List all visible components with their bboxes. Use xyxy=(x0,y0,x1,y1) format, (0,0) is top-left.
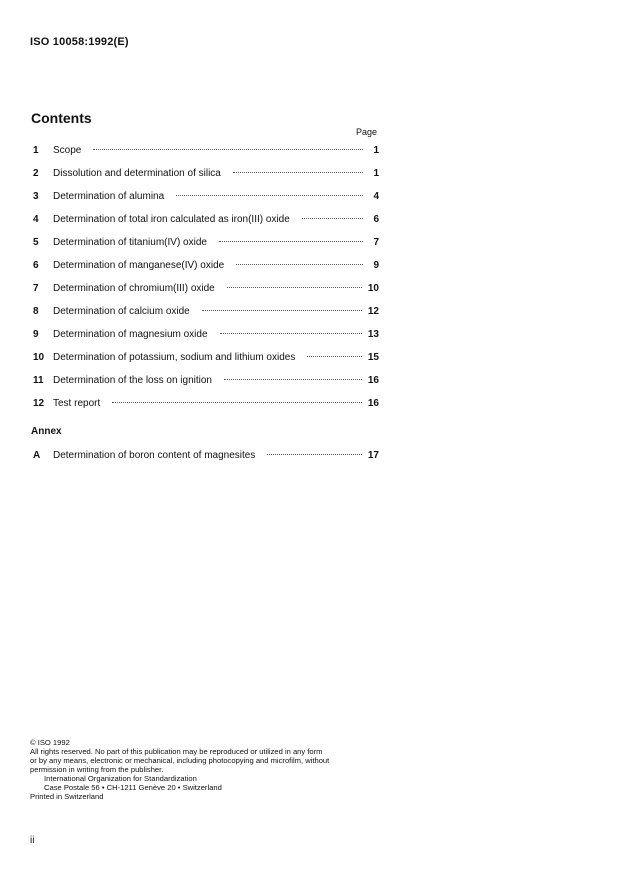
dot-leader xyxy=(176,195,363,196)
toc-item-page: 12 xyxy=(367,306,379,317)
annex-item[interactable] xyxy=(33,450,379,473)
toc-item[interactable] xyxy=(33,398,379,421)
dot-leader xyxy=(220,333,362,334)
page-column-label: Page xyxy=(356,127,378,137)
annex-item-letter: A xyxy=(33,450,41,461)
toc-item-title: Determination of potassium, sodium and lithium oxides xyxy=(53,352,296,363)
dot-leader xyxy=(202,310,362,311)
organization-address: Case Postale 56 • CH-1211 Genève 20 • Switzerland xyxy=(44,783,222,792)
contents-title: Contents xyxy=(31,110,92,126)
annex-heading: Annex xyxy=(31,426,62,437)
toc-item[interactable] xyxy=(33,283,379,306)
toc-item[interactable] xyxy=(33,306,379,329)
toc-item-title: Determination of manganese(IV) oxide xyxy=(53,260,225,271)
printed-in: Printed in Switzerland xyxy=(30,792,104,801)
toc-item[interactable] xyxy=(33,237,379,260)
toc-item-title: Determination of chromium(III) oxide xyxy=(53,283,215,294)
dot-leader xyxy=(307,356,362,357)
toc-item-title: Determination of magnesium oxide xyxy=(53,329,208,340)
toc-item-number: 2 xyxy=(33,168,39,179)
toc-item[interactable] xyxy=(33,214,379,237)
toc-item-title: Test report xyxy=(53,398,101,409)
dot-leader xyxy=(267,454,362,455)
toc-item[interactable] xyxy=(33,191,379,214)
toc-item-title: Determination of calcium oxide xyxy=(53,306,190,317)
toc-item-number: 10 xyxy=(33,352,45,363)
organization-name: International Organization for Standardization xyxy=(44,774,197,783)
dot-leader xyxy=(219,241,363,242)
toc-item-number: 11 xyxy=(33,375,44,386)
page-number: ii xyxy=(30,835,35,846)
toc-item-page: 15 xyxy=(367,352,379,363)
dot-leader xyxy=(236,264,363,265)
toc-item-page: 1 xyxy=(373,168,379,179)
toc-item-title: Scope xyxy=(53,145,82,156)
copyright-notice xyxy=(30,738,380,801)
toc-item[interactable] xyxy=(33,168,379,191)
toc-item-page: 16 xyxy=(367,375,379,386)
toc-item-number: 1 xyxy=(33,145,39,156)
rights-line: permission in writing from the publisher. xyxy=(30,765,164,774)
rights-line: or by any means, electronic or mechanical, including photocopying and microfilm, without xyxy=(30,756,330,765)
dot-leader xyxy=(302,218,363,219)
toc-item[interactable] xyxy=(33,352,379,375)
toc-item-page: 4 xyxy=(373,191,379,202)
toc-item-number: 9 xyxy=(33,329,39,340)
toc-item-title: Determination of the loss on ignition xyxy=(53,375,212,386)
toc-item-page: 13 xyxy=(367,329,379,340)
toc-item-number: 8 xyxy=(33,306,39,317)
toc-item-page: 16 xyxy=(367,398,379,409)
toc-item[interactable] xyxy=(33,145,379,168)
toc-item-title: Determination of alumina xyxy=(53,191,165,202)
toc-item[interactable] xyxy=(33,375,379,398)
dot-leader xyxy=(233,172,363,173)
toc-item-number: 7 xyxy=(33,283,39,294)
toc-item-number: 5 xyxy=(33,237,39,248)
copyright-line: © ISO 1992 xyxy=(30,738,70,747)
annex-item-title: Determination of boron content of magnesites xyxy=(53,450,256,461)
toc-item-number: 4 xyxy=(33,214,39,225)
toc-item[interactable] xyxy=(33,260,379,283)
toc-item-page: 10 xyxy=(367,283,379,294)
table-of-contents xyxy=(33,145,379,421)
toc-item-title: Dissolution and determination of silica xyxy=(53,168,221,179)
toc-item-title: Determination of total iron calculated as iron(III) oxide xyxy=(53,214,290,225)
toc-item-page: 9 xyxy=(373,260,379,271)
toc-item[interactable] xyxy=(33,329,379,352)
toc-item-number: 3 xyxy=(33,191,39,202)
dot-leader xyxy=(112,402,362,403)
dot-leader xyxy=(224,379,362,380)
dot-leader xyxy=(93,149,363,150)
annex-item-page: 17 xyxy=(367,450,379,461)
toc-item-title: Determination of titanium(IV) oxide xyxy=(53,237,207,248)
rights-line: All rights reserved. No part of this publication may be reproduced or utilized in any form xyxy=(30,747,323,756)
toc-item-number: 12 xyxy=(33,398,45,409)
toc-item-page: 1 xyxy=(373,145,379,156)
document-id: ISO 10058:1992(E) xyxy=(30,36,129,48)
annex-list xyxy=(33,450,379,473)
toc-item-page: 6 xyxy=(373,214,379,225)
toc-item-page: 7 xyxy=(373,237,379,248)
toc-item-number: 6 xyxy=(33,260,39,271)
dot-leader xyxy=(227,287,362,288)
